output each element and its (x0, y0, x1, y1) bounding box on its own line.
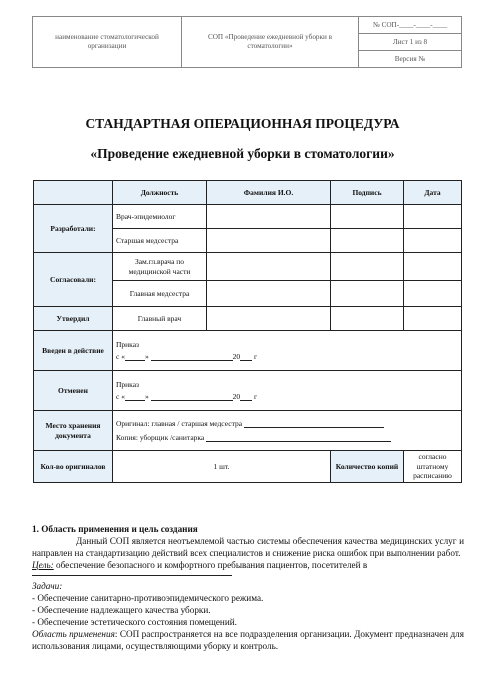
date-cell (404, 229, 462, 253)
row-label-cancelled: Отменен (34, 371, 113, 411)
row-label-storage: Место хранения документа (34, 411, 113, 451)
row-label-originals-count: Кол-во оригиналов (34, 451, 113, 483)
position-cell: Старшая медсестра (113, 229, 207, 253)
document-title: СТАНДАРТНАЯ ОПЕРАЦИОННАЯ ПРОЦЕДУРА (85, 116, 400, 131)
scope-text: : СОП распространяется на все подразделения организации. Документ предназначен для использования лицами, осуществляющими уборку и контроль. (32, 629, 464, 651)
goal-text: обеспечение безопасного и комфортного пребывания пациентов, посетителей в (53, 560, 368, 570)
date-cell (404, 205, 462, 229)
column-header-position: Должность (113, 181, 207, 205)
sop-meta-cell (359, 17, 462, 68)
intro-paragraph: Данный СОП является неотъемлемой частью системы обеспечения качества медицинских услуг и направлен на стандартизацию действий всех специалистов и снижение риска ошибок при выполнении работ. (32, 536, 464, 558)
row-label-developed: Разработали: (34, 205, 113, 253)
sop-number: № СОП-____-____-____ (359, 17, 461, 34)
name-cell (207, 253, 331, 281)
date-cell (404, 281, 462, 307)
signature-cell (331, 229, 404, 253)
introduced-order-cell (113, 331, 462, 371)
task-item: - Обеспечение эстетического состояния помещений. (32, 617, 237, 627)
copies-count-value: согласно штатному расписанию (404, 451, 462, 483)
storage-cell (113, 411, 462, 451)
section-heading: 1. Область применения и цель создания (32, 524, 198, 534)
column-header-name: Фамилия И.О. (207, 181, 331, 205)
signature-cell (331, 253, 404, 281)
copy-line: Копия: уборщик /санитарка (116, 433, 458, 442)
date-cell (404, 253, 462, 281)
position-cell: Зам.гл.врача по медицинской части (113, 253, 207, 281)
sop-title-cell: СОП «Проведение ежедневной уборки в стоматологии» (182, 17, 359, 68)
goal-line (32, 559, 464, 571)
goal-label: Цель: (32, 560, 54, 570)
version-number: Версия № (394, 55, 426, 63)
position-cell: Главная медсестра (113, 281, 207, 307)
position-cell: Главный врач (113, 307, 207, 331)
column-header-signature: Подпись (331, 181, 404, 205)
copies-count-label: Количество копий (331, 451, 404, 483)
signature-cell (331, 307, 404, 331)
date-cell (404, 307, 462, 331)
order-label: Приказ (116, 379, 140, 389)
tasks-label: Задачи: (32, 581, 63, 591)
signature-cell (331, 281, 404, 307)
document-header (32, 16, 462, 68)
cancelled-order-cell (113, 371, 462, 411)
signature-cell (331, 205, 404, 229)
goal-underline (32, 571, 232, 576)
table-corner-cell (34, 181, 113, 205)
column-header-date: Дата (404, 181, 462, 205)
task-item: - Обеспечение надлежащего качества уборки. (32, 605, 211, 615)
order-date-line: с « » 20 г (116, 392, 258, 401)
name-cell (207, 281, 331, 307)
row-label-agreed: Согласовали: (34, 253, 113, 307)
name-cell (207, 229, 331, 253)
scope-label: Область применения (32, 629, 115, 639)
task-item: - Обеспечение санитарно-противоэпидемического режима. (32, 593, 264, 603)
order-date-line: с « » 20 г (116, 352, 258, 361)
row-label-approved: Утвердил (34, 307, 113, 331)
originals-count-value: 1 шт. (113, 451, 331, 483)
section-1 (32, 523, 464, 652)
name-cell (207, 307, 331, 331)
sheet-number: Лист 1 из 8 (359, 34, 461, 51)
name-cell (207, 205, 331, 229)
row-label-introduced: Введен в действие (34, 331, 113, 371)
position-cell: Врач-эпидемиолог (113, 205, 207, 229)
scope-paragraph (32, 628, 464, 652)
order-label: Приказ (116, 339, 140, 349)
original-line: Оригинал: главная / старшая медсестра (116, 419, 458, 428)
org-name-cell: наименование стоматологической организации (33, 17, 182, 68)
approval-table (33, 180, 462, 483)
document-subtitle: «Проведение ежедневной уборки в стоматологии» (90, 146, 395, 161)
